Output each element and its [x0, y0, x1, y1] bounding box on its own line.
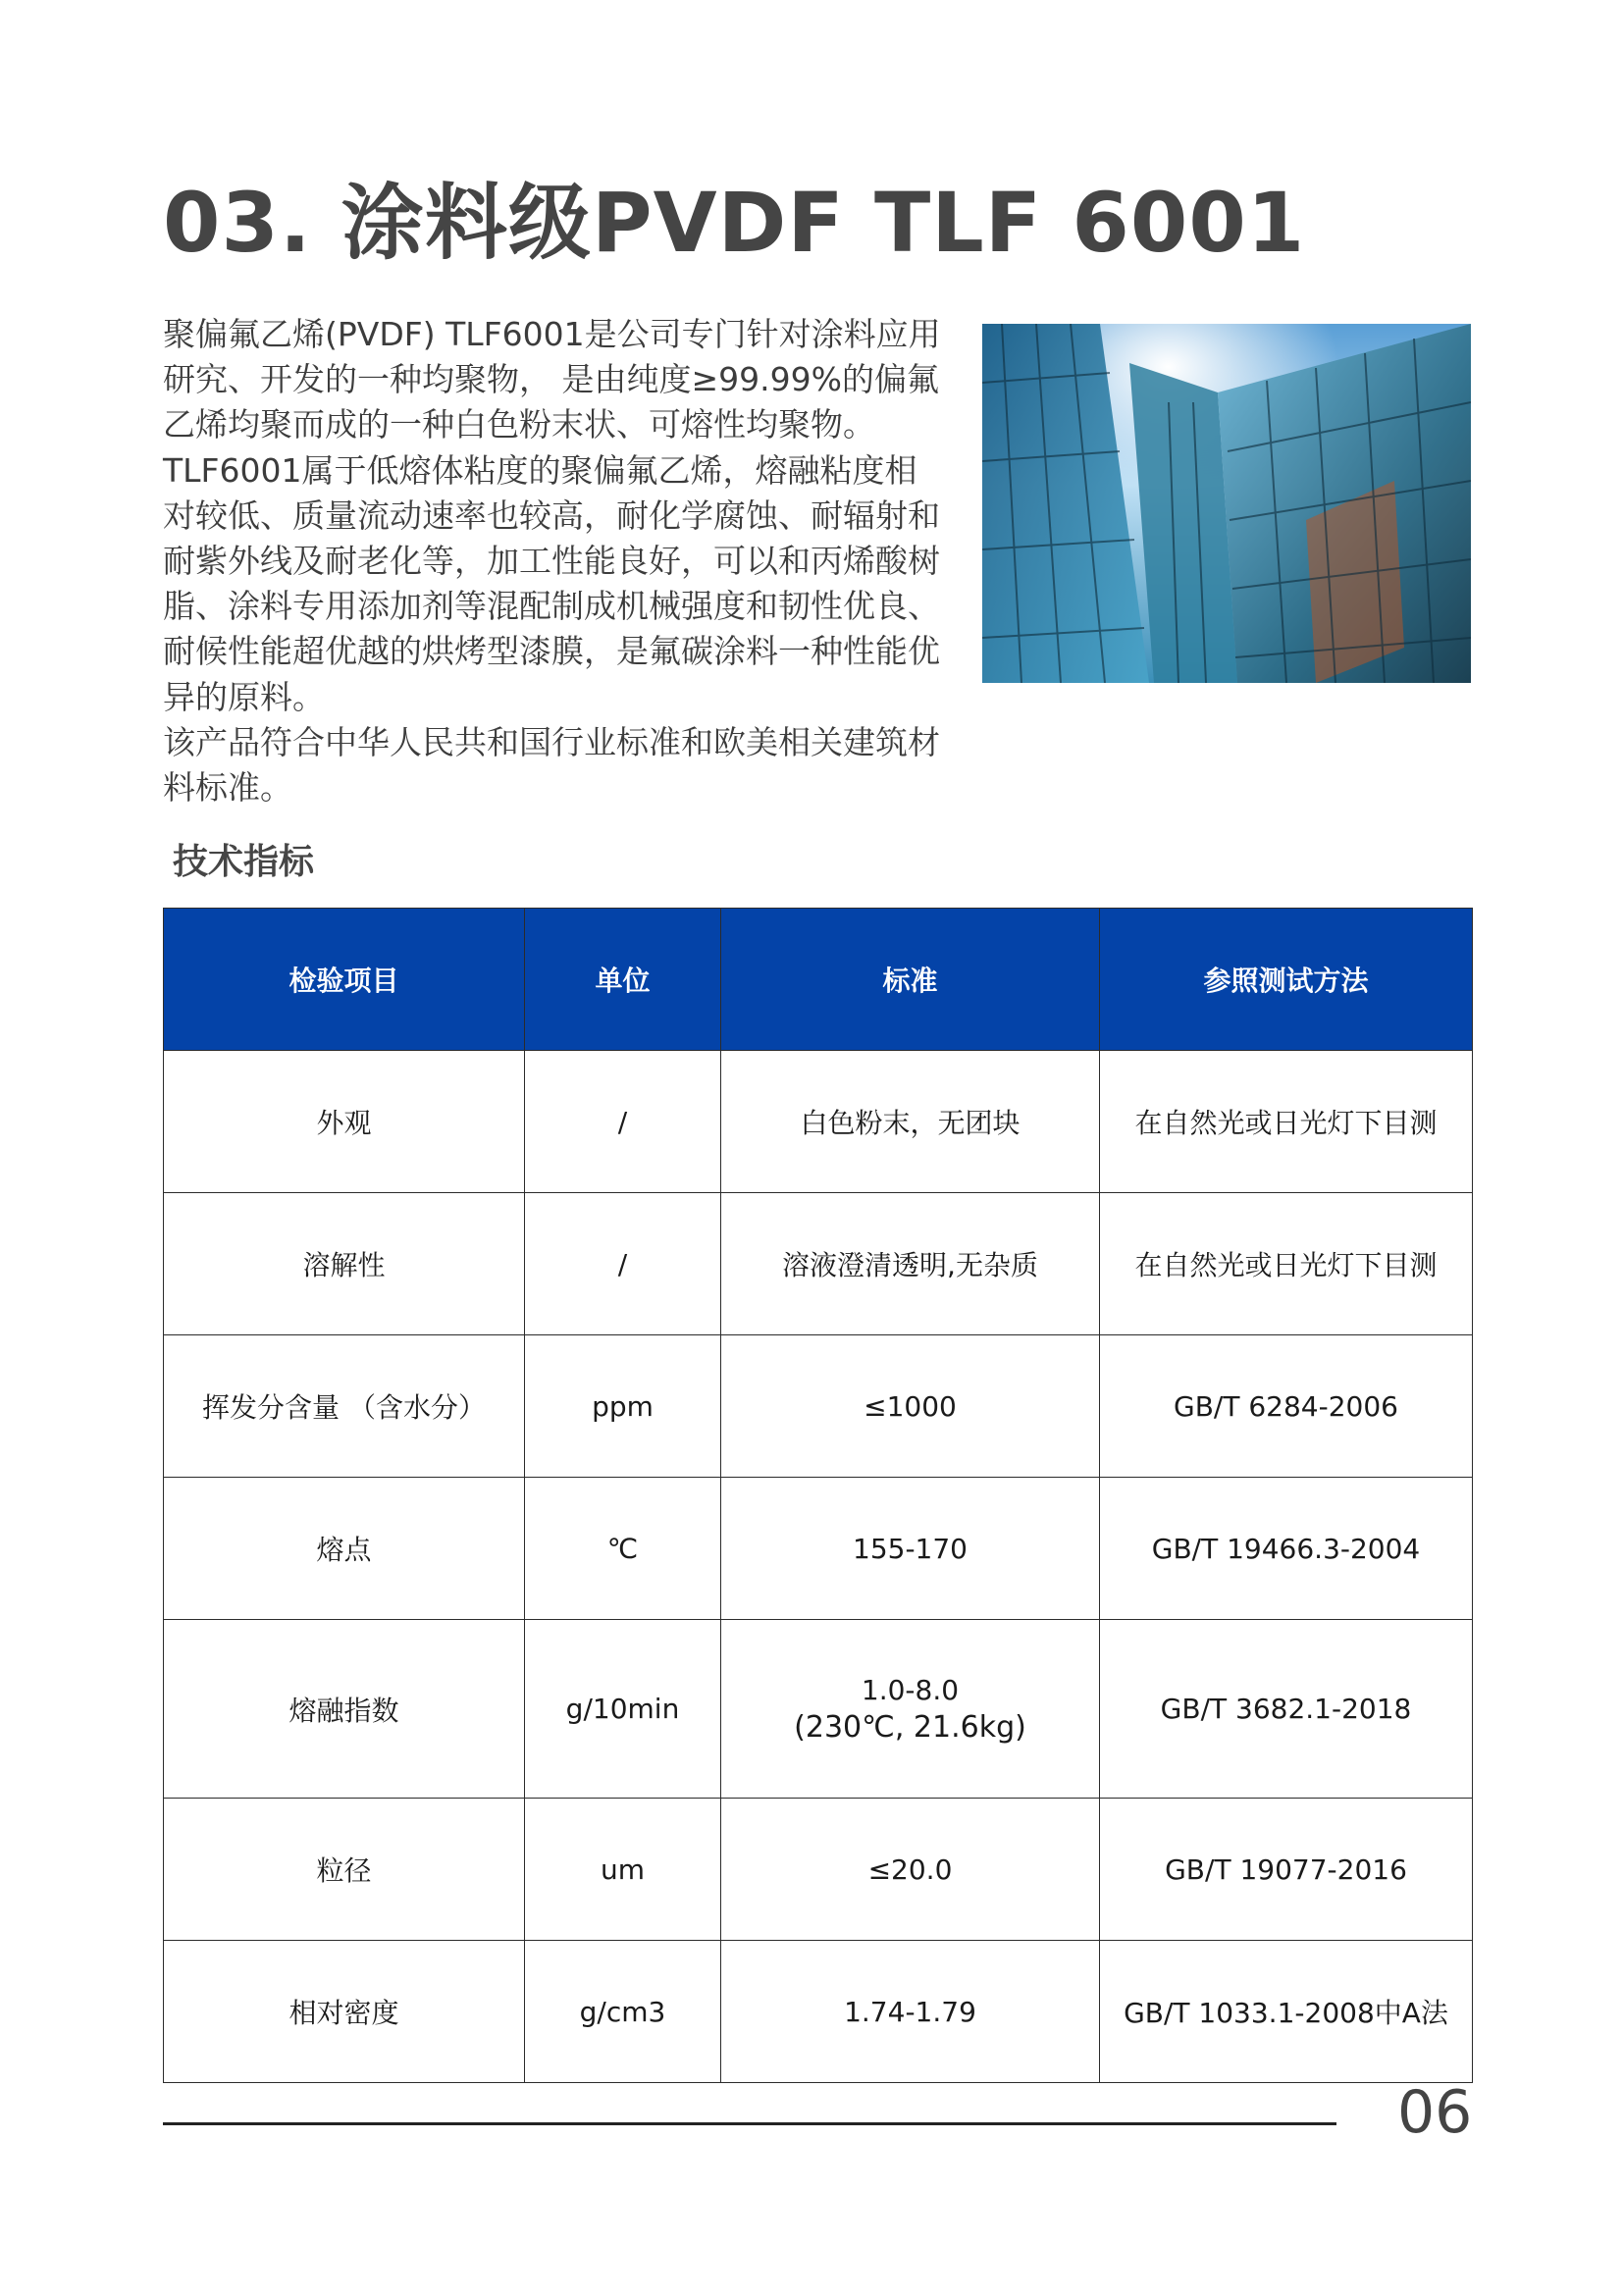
- cell-item: 熔融指数: [164, 1620, 525, 1799]
- cell-method: GB/T 3682.1-2018: [1100, 1620, 1473, 1799]
- cell-unit: um: [525, 1799, 721, 1941]
- glass-building-photo: [982, 324, 1471, 683]
- cell-standard: ≤1000: [721, 1335, 1100, 1478]
- cell-item: 外观: [164, 1051, 525, 1193]
- cell-method: 在自然光或日光灯下目测: [1100, 1193, 1473, 1335]
- table-row: [164, 1193, 1473, 1335]
- cell-item: 溶解性: [164, 1193, 525, 1335]
- intro-text: [163, 312, 948, 810]
- page-title: 03. 涂料级PVDF TLF 6001: [163, 175, 1306, 271]
- cell-unit: g/10min: [525, 1620, 721, 1799]
- cell-method: GB/T 19077-2016: [1100, 1799, 1473, 1941]
- cell-unit: g/cm3: [525, 1941, 721, 2083]
- cell-standard: ≤20.0: [721, 1799, 1100, 1941]
- cell-unit: /: [525, 1051, 721, 1193]
- table-row: [164, 1051, 1473, 1193]
- column-header-item: 检验项目: [164, 909, 525, 1051]
- standard-line-1: 1.0-8.0: [861, 1673, 960, 1706]
- spec-table: [163, 908, 1473, 2083]
- cell-method: GB/T 6284-2006: [1100, 1335, 1473, 1478]
- footer-divider: [163, 2122, 1336, 2125]
- cell-item: 相对密度: [164, 1941, 525, 2083]
- table-row: [164, 1799, 1473, 1941]
- column-header-unit: 单位: [525, 909, 721, 1051]
- intro-paragraph-1: 聚偏氟乙烯(PVDF) TLF6001是公司专门针对涂料应用研究、开发的一种均聚物， 是由纯度≥99.99%的偏氟乙烯均聚而成的一种白色粉末状、可熔性均聚物。: [163, 315, 941, 444]
- table-header-row: [164, 909, 1473, 1051]
- table-row: [164, 1941, 1473, 2083]
- cell-standard: 白色粉末，无团块: [721, 1051, 1100, 1193]
- cell-unit: /: [525, 1193, 721, 1335]
- intro-paragraph-3: 该产品符合中华人民共和国行业标准和欧美相关建筑材料标准。: [163, 722, 940, 808]
- table-row: [164, 1620, 1473, 1799]
- column-header-standard: 标准: [721, 909, 1100, 1051]
- cell-method: 在自然光或日光灯下目测: [1100, 1051, 1473, 1193]
- intro-paragraph-2: TLF6001属于低熔体粘度的聚偏氟乙烯，熔融粘度相对较低、质量流动速率也较高，耐化学腐蚀、耐辐射和耐紫外线及耐老化等，加工性能良好，可以和丙烯酸树脂、涂料专用添加剂等混配制成机械强度和韧性优良、耐候性能超优越的烘烤型漆膜，是氟碳涂料一种性能优异的原料。: [163, 450, 940, 716]
- cell-item: 粒径: [164, 1799, 525, 1941]
- page-number: 06: [1397, 2078, 1473, 2147]
- spec-heading: 技术指标: [173, 842, 315, 882]
- cell-method: GB/T 1033.1-2008中A法: [1100, 1941, 1473, 2083]
- cell-item: 熔点: [164, 1478, 525, 1620]
- cell-standard: 155-170: [721, 1478, 1100, 1620]
- cell-unit: ℃: [525, 1478, 721, 1620]
- cell-standard: 溶液澄清透明,无杂质: [721, 1193, 1100, 1335]
- cell-standard: [721, 1620, 1100, 1799]
- cell-item: 挥发分含量 （含水分）: [164, 1335, 525, 1478]
- cell-unit: ppm: [525, 1335, 721, 1478]
- column-header-method: 参照测试方法: [1100, 909, 1473, 1051]
- table-row: [164, 1478, 1473, 1620]
- cell-method: GB/T 19466.3-2004: [1100, 1478, 1473, 1620]
- table-row: [164, 1335, 1473, 1478]
- cell-standard: 1.74-1.79: [721, 1941, 1100, 2083]
- standard-line-2: (230℃, 21.6kg): [794, 1709, 1026, 1745]
